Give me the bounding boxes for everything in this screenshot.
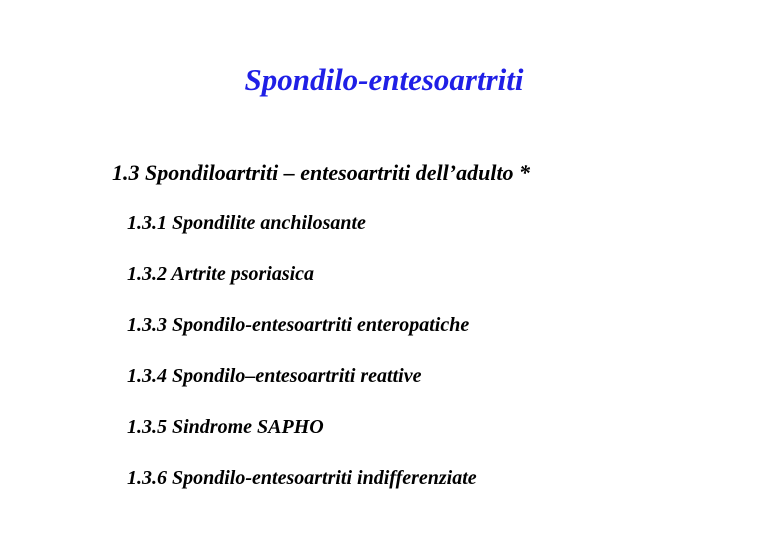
- list-item: 1.3.6 Spondilo-entesoartriti indifferenziate: [127, 467, 477, 489]
- list-item: 1.3.4 Spondilo–entesoartriti reattive: [127, 365, 422, 387]
- list-item: 1.3.3 Spondilo-entesoartriti enteropatiche: [127, 314, 470, 336]
- slide-title: Spondilo-entesoartriti: [244, 62, 524, 97]
- list-item: 1.3.2 Artrite psoriasica: [127, 263, 315, 285]
- subsection-list: [127, 208, 477, 514]
- list-item: 1.3.1 Spondilite anchilosante: [127, 212, 366, 234]
- section-heading: 1.3 Spondiloartriti – entesoartriti dell’adulto *: [112, 160, 531, 185]
- list-item: 1.3.5 Sindrome SAPHO: [127, 416, 324, 438]
